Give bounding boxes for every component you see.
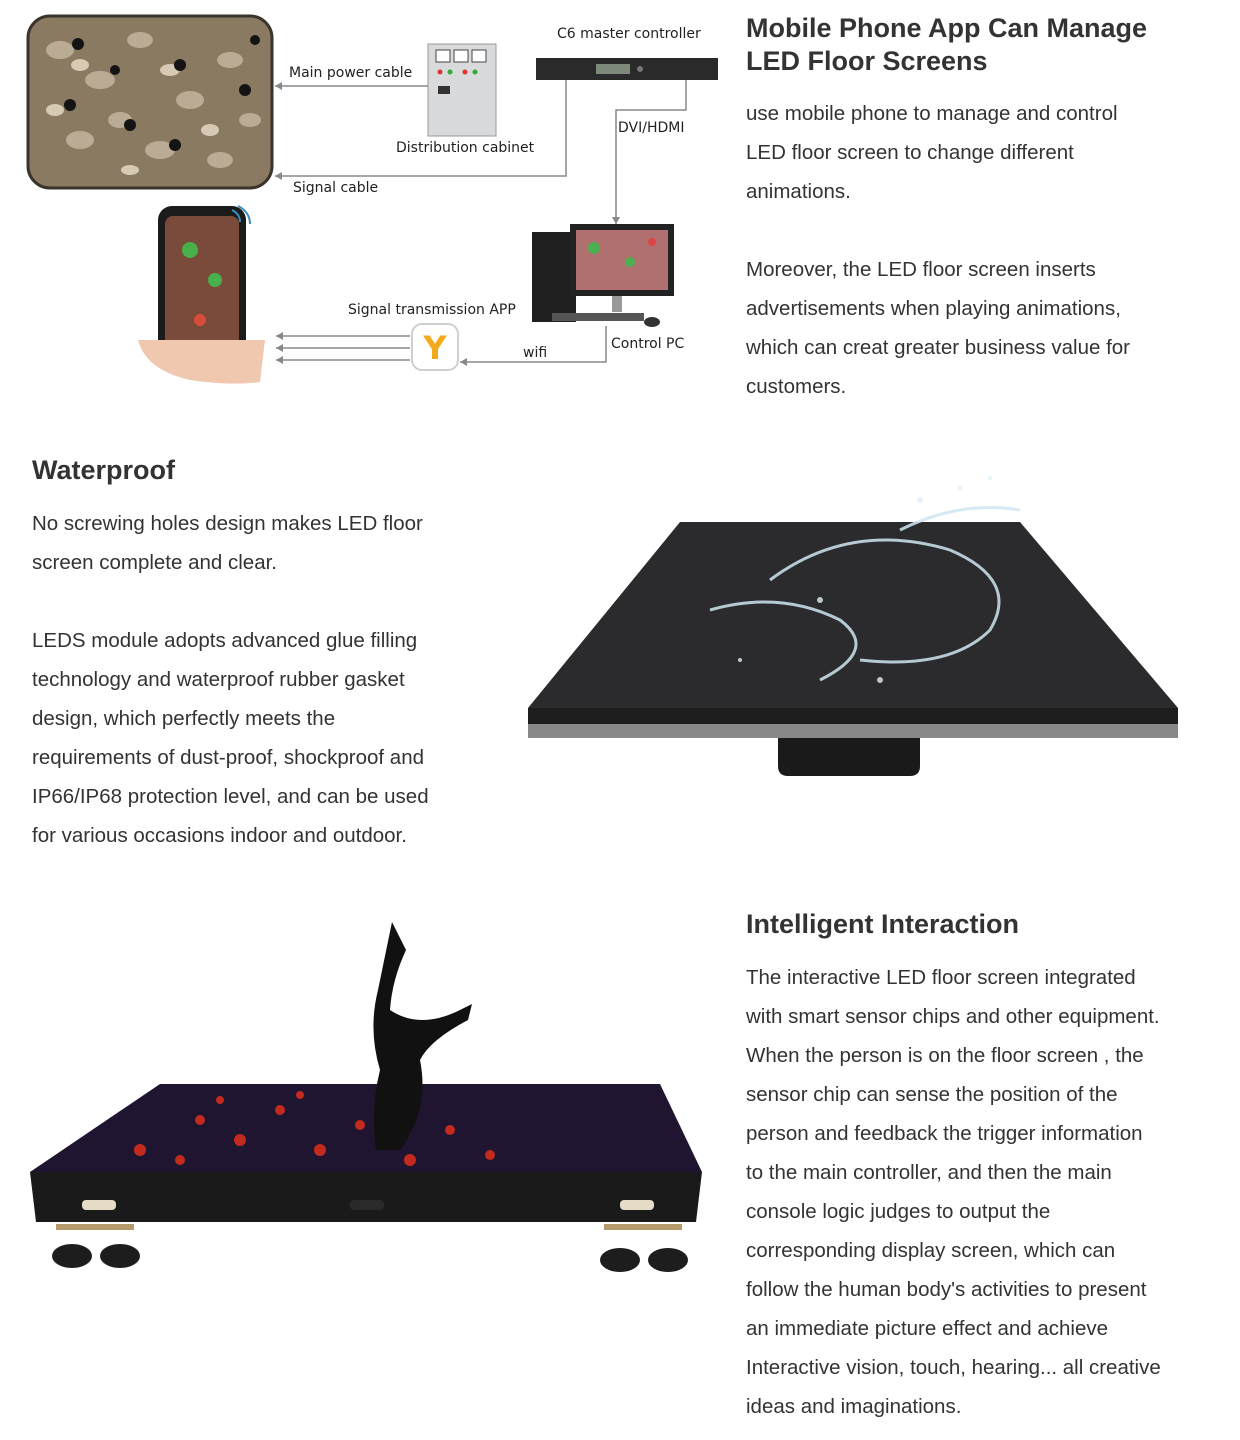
waterproof-floor-panel-image [520,460,1190,790]
label-dvi-hdmi: DVI/HDMI [618,120,685,136]
intelligent-interaction-description: The interactive LED floor screen integrated with smart sensor chips and other equipment. When the person is on the floor screen , the sensor chip can sense the position of the person and feedback the trigger information to the main controller, and then the main console logic judges to output the corresponding display screen, which can follow the human body's activities to present an immediate picture effect and achieve Interactive vision, touch, hearing... all creative ideas and imaginations. [746,966,1161,1418]
label-signal-cable: Signal cable [293,180,379,196]
system-diagram [20,10,720,390]
distribution-cabinet-image [428,44,496,136]
label-master-controller: C6 master controller [557,26,701,42]
section-title-mobile-app: Mobile Phone App Can Manage LED Floor Screens [746,13,1148,76]
label-main-power-cable: Main power cable [289,65,413,81]
waterproof-description: No screwing holes design makes LED floor screen complete and clear. LEDS module adopts advanced glue filling technology and waterproof rubber gasket design, which perfectly meets the requirements of dust-proof, shockproof and IP66/IP68 protection level, and can be used for various occasions indoor and outdoor. [32,512,429,847]
label-distribution-cabinet: Distribution cabinet [396,140,535,156]
label-control-pc: Control PC [611,336,685,352]
control-pc-image [532,224,674,327]
label-wifi: wifi [523,345,548,361]
interactive-floor-image [20,910,710,1280]
floor-screen-photo [28,16,272,188]
section-title-waterproof: Waterproof [32,455,175,485]
mobile-phone-image [138,206,265,384]
section-title-intelligent-interaction: Intelligent Interaction [746,909,1020,939]
mobile-app-description: use mobile phone to manage and control LED floor screen to change different animations. Moreover, the LED floor screen inserts advertisements when playing animations, which can creat greater business value for customers. [746,102,1131,398]
master-controller-image [536,58,718,80]
label-signal-app: Signal transmission APP [348,302,516,318]
signal-app-icon [412,324,458,370]
app-glyph: Y [423,329,447,367]
